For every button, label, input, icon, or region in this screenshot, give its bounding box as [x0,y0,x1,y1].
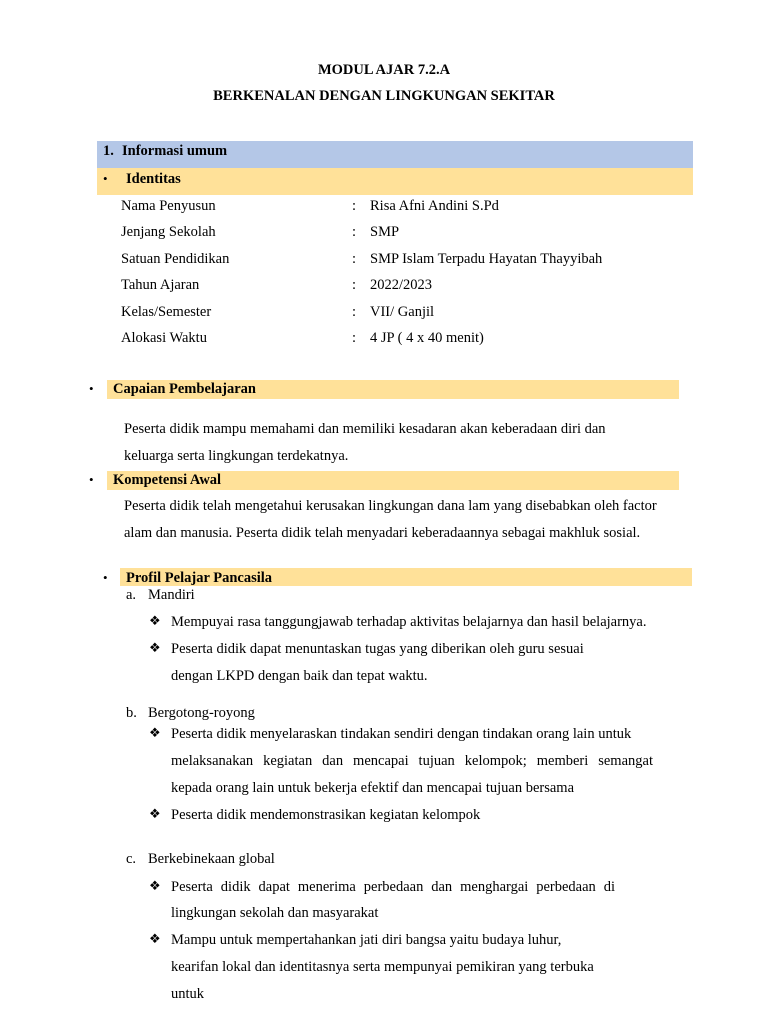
identity-label: Nama Penyusun [121,198,216,214]
identity-separator: : [352,251,357,267]
bullet-text: Mampu untuk mempertahankan jati diri bangsa yaitu budaya luhur, [171,932,562,948]
section-number: 1. [103,143,114,159]
bullet-text: melaksanakan kegiatan dan mencapai tujuan kelompok; memberi semangat [171,753,653,769]
bullet-icon: • [103,570,108,585]
subitem-title: Berkebinekaan global [148,851,275,867]
diamond-bullet-icon: ❖ [149,932,161,947]
diamond-bullet-icon: ❖ [149,879,161,894]
identity-value: VII/ Ganjil [370,304,435,320]
kompetensi-text-line: alam dan manusia. Peserta didik telah menyadari keberadaannya sebagai makhluk sosial. [124,525,641,541]
identity-separator: : [352,304,357,320]
kompetensi-heading: Kompetensi Awal [113,472,222,488]
identity-value: SMP [370,224,400,240]
list-marker: c. [126,851,137,867]
diamond-bullet-icon: ❖ [149,807,161,822]
diamond-bullet-icon: ❖ [149,641,161,656]
list-marker: a. [126,587,137,603]
capaian-text-line: keluarga serta lingkungan terdekatnya. [124,448,349,464]
identity-label: Satuan Pendidikan [121,251,230,267]
identity-separator: : [352,198,357,214]
section-heading: Informasi umum [122,143,228,159]
bullet-text: Peserta didik dapat menerima perbedaan dan menghargai perbedaan di [171,879,615,895]
bullet-text: Peserta didik menyelaraskan tindakan sendiri dengan tindakan orang lain untuk [171,726,632,742]
profil-heading: Profil Pelajar Pancasila [126,570,273,586]
bullet-text: kearifan lokal dan identitasnya serta mempunyai pemikiran yang terbuka [171,959,594,975]
identity-label: Tahun Ajaran [121,277,200,293]
bullet-icon: • [89,381,94,396]
identity-value: Risa Afni Andini S.Pd [370,198,499,214]
subitem-title: Bergotong-royong [148,705,255,721]
identity-separator: : [352,330,357,346]
identity-label: Jenjang Sekolah [121,224,216,240]
identity-value: 2022/2023 [370,277,433,293]
bullet-text: Peserta didik dapat menuntaskan tugas yang diberikan oleh guru sesuai [171,641,584,657]
identitas-heading: Identitas [126,171,181,187]
identity-label: Kelas/Semester [121,304,212,320]
capaian-text-line: Peserta didik mampu memahami dan memiliki kesadaran akan keberadaan diri dan [124,421,606,437]
subitem-title: Mandiri [148,587,195,603]
document-subtitle: BERKENALAN DENGAN LINGKUNGAN SEKITAR [213,88,555,104]
bullet-text: lingkungan sekolah dan masyarakat [171,905,379,921]
bullet-text: dengan LKPD dengan baik dan tepat waktu. [171,668,428,684]
identity-value: 4 JP ( 4 x 40 menit) [370,330,484,346]
bullet-icon: • [89,472,94,487]
identity-value: SMP Islam Terpadu Hayatan Thayyibah [370,251,603,267]
bullet-text: untuk [171,986,205,1002]
diamond-bullet-icon: ❖ [149,614,161,629]
bullet-text: Peserta didik mendemonstrasikan kegiatan kelompok [171,807,481,823]
bullet-icon: • [103,171,108,186]
bullet-text: Mempuyai rasa tanggungjawab terhadap aktivitas belajarnya dan hasil belajarnya. [171,614,647,630]
list-marker: b. [126,705,137,721]
identity-label: Alokasi Waktu [121,330,207,346]
kompetensi-text-line: Peserta didik telah mengetahui kerusakan lingkungan dana lam yang disebabkan oleh factor [124,498,657,514]
document-title: MODUL AJAR 7.2.A [317,62,451,78]
identity-separator: : [352,277,357,293]
identitas-band [97,168,693,195]
identity-separator: : [352,224,357,240]
capaian-heading: Capaian Pembelajaran [113,381,256,397]
diamond-bullet-icon: ❖ [149,726,161,741]
bullet-text: kepada orang lain untuk bekerja efektif dan mencapai tujuan bersama [171,780,575,796]
